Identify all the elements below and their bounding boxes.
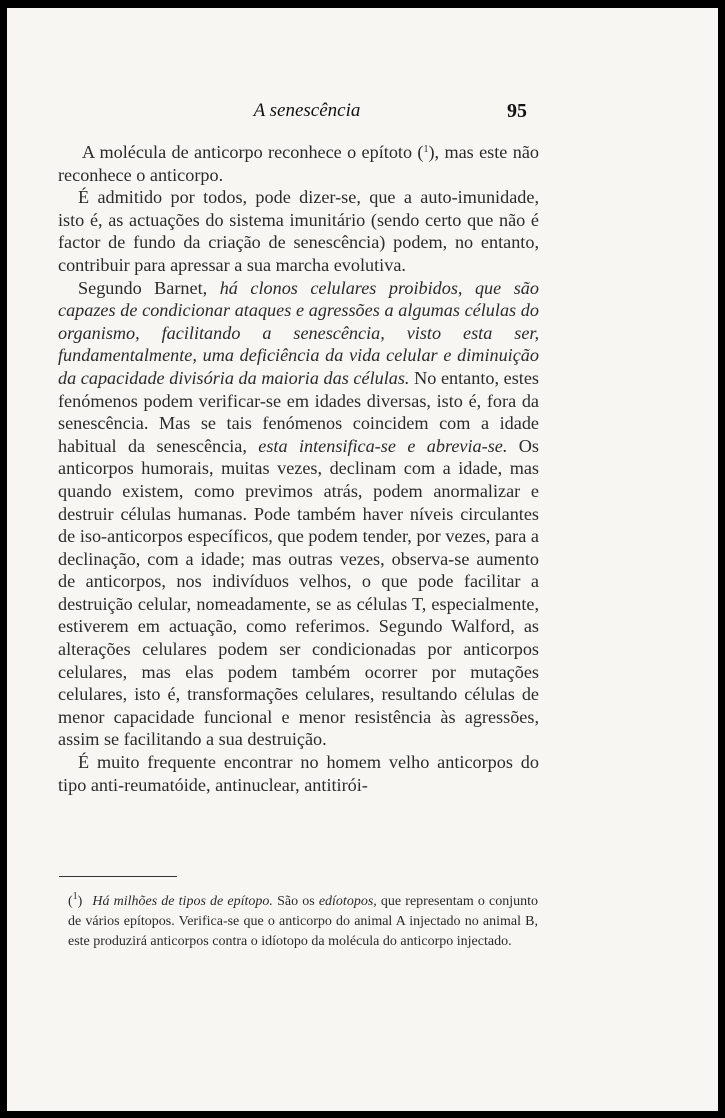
italic-passage: há clonos celulares proibidos, que são capazes de condicionar ataques e agressões a algumas células do organismo, facilitando a senescência, visto esta ser, fundamentalmente, uma deficiência da vida celular e diminuição da capacidade divisória da maioria das células. [58, 277, 539, 388]
paragraph-3: Segundo Barnet, há clonos celulares proibidos, que são capazes de condicionar ataques e agressões a algumas células do organismo, facilitando a senescência, visto esta ser, fundamentalmente, uma deficiência da vida celular e diminuição da capacidade divisória da maioria das células. No entanto, estes fenómenos podem verificar-se em idades diversas, isto é, fora da senescência. Mas se tais fenómenos coincidem com a idade habitual da senescência, esta intensifica-se e abrevia-se. Os anticorpos humorais, muitas vezes, declinam com a idade, mas quando existem, como previmos atrás, podem anormalizar e destruir células humanas. Pode também haver níveis circulantes de iso-anticorpos específicos, que podem tender, por vezes, para a declinação, com a idade; mas outras vezes, observa-se aumento de anticorpos, nos indivíduos velhos, o que pode facilitar a destruição celular, nomeadamente, se as células T, especialmente, estiverem em actuação, como referimos. Segundo Walford, as alterações celulares podem ser condicionadas por anticorpos celulares, mas elas podem também ocorrer por mutações celulares, isto é, transformações celulares, resultando células de menor capacidade funcional e menor resistência às agressões, assim se facilitando a sua destruição. [58, 277, 539, 750]
running-header [7, 100, 718, 130]
chapter-title: A senescência [253, 100, 361, 121]
paragraph-2: É admitido por todos, pode dizer-se, que a auto-imunidade, isto é, as actuações do sistema imunitário (sendo certo que não é factor de fundo da criação de senescência) podem, no entanto, contribuir para apressar a sua marcha evolutiva. [58, 187, 539, 275]
page-number: 95 [507, 100, 527, 122]
footnote: ($^1$) Há milhões de tipos de epítopo. São os edíotopos, que representam o conjunto de vários epítopos. Verifica-se que o anticorpo do animal A injectado no animal B, este produzirá anticorpos contra o idíotopo da molécula do anticorpo injectado. [68, 891, 538, 949]
italic-phrase: esta intensifica-se e abrevia-se. [258, 435, 508, 456]
book-page [7, 8, 718, 1111]
paragraph-4: É muito frequente encontrar no homem velho anticorpos do tipo anti-reumatóide, antinuclear, antitirói- [58, 752, 539, 795]
body-text [58, 141, 539, 796]
paragraph-1: A molécula de anticorpo reconhece o epítoto ($^1$), mas este não reconhece o anticorpo. [58, 142, 539, 185]
footnote-divider [59, 876, 177, 877]
footnote-marker: 1 [423, 144, 429, 155]
footnote-ref: ($^1$) [68, 891, 83, 909]
